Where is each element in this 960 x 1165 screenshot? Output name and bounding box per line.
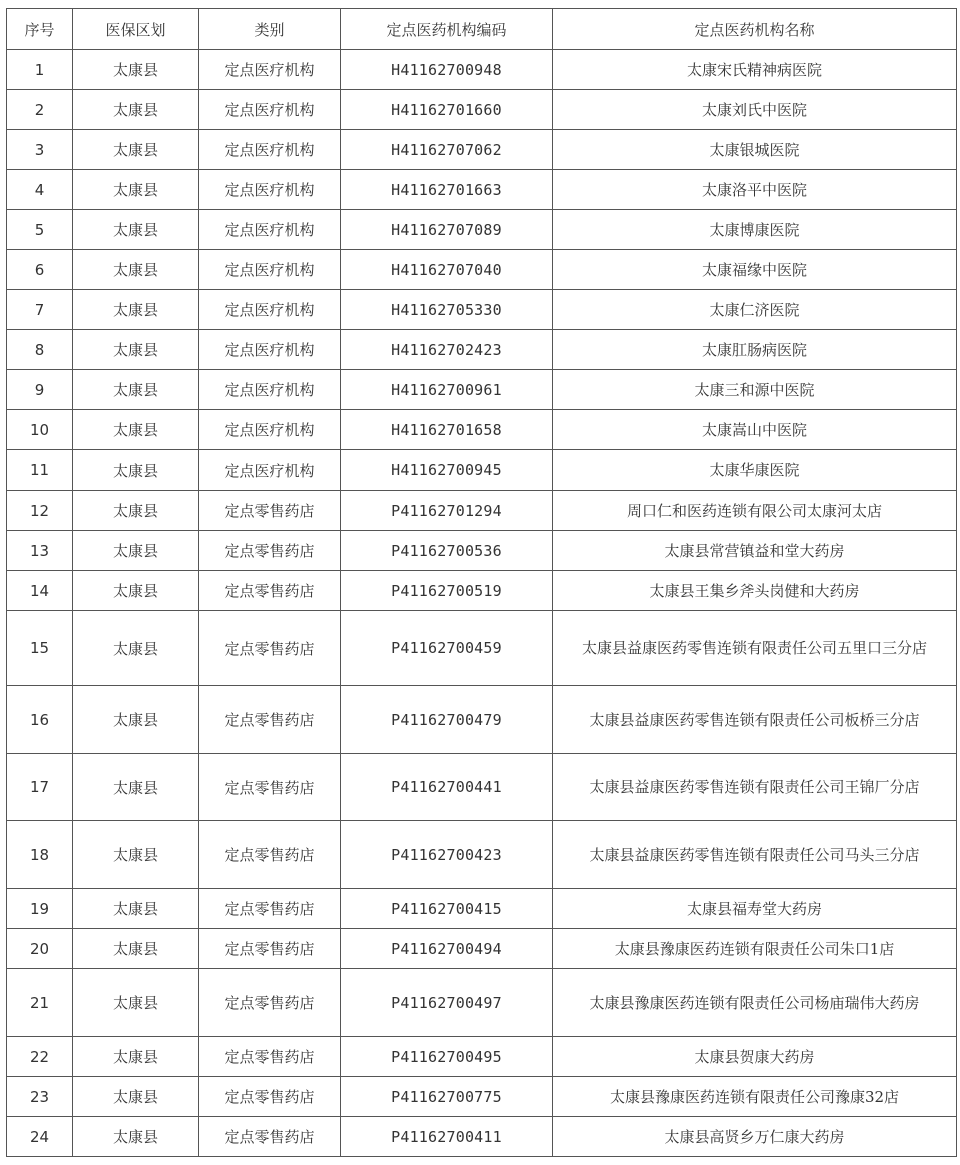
cell-index: 14 [7, 571, 73, 611]
cell-code: P41162700497 [341, 969, 553, 1037]
cell-category: 定点零售药店 [199, 1077, 341, 1117]
cell-region: 太康县 [73, 250, 199, 290]
cell-index: 20 [7, 929, 73, 969]
cell-index: 4 [7, 170, 73, 210]
cell-code: H41162700945 [341, 450, 553, 491]
cell-region: 太康县 [73, 410, 199, 450]
table-row [7, 1077, 957, 1117]
cell-name: 太康福缘中医院 [553, 250, 957, 290]
cell-code: P41162700495 [341, 1037, 553, 1077]
cell-region: 太康县 [73, 1077, 199, 1117]
cell-name: 太康县益康医药零售连锁有限责任公司马头三分店 [553, 821, 957, 889]
cell-region: 太康县 [73, 290, 199, 330]
cell-index: 24 [7, 1117, 73, 1157]
cell-category: 定点零售药店 [199, 754, 341, 821]
table-row [7, 754, 957, 821]
cell-region: 太康县 [73, 1117, 199, 1157]
table-row [7, 50, 957, 90]
cell-category: 定点零售药店 [199, 1037, 341, 1077]
cell-index: 1 [7, 50, 73, 90]
table-row [7, 1117, 957, 1157]
cell-code: P41162700411 [341, 1117, 553, 1157]
cell-name: 太康博康医院 [553, 210, 957, 250]
cell-name: 太康洛平中医院 [553, 170, 957, 210]
cell-name: 太康县豫康医药连锁有限责任公司朱口1店 [553, 929, 957, 969]
cell-index: 17 [7, 754, 73, 821]
cell-index: 21 [7, 969, 73, 1037]
cell-code: P41162700775 [341, 1077, 553, 1117]
cell-index: 10 [7, 410, 73, 450]
cell-region: 太康县 [73, 210, 199, 250]
cell-name: 太康县贺康大药房 [553, 1037, 957, 1077]
cell-name: 太康银城医院 [553, 130, 957, 170]
cell-region: 太康县 [73, 929, 199, 969]
cell-name: 太康县高贤乡万仁康大药房 [553, 1117, 957, 1157]
cell-code: H41162707089 [341, 210, 553, 250]
cell-region: 太康县 [73, 370, 199, 410]
cell-region: 太康县 [73, 969, 199, 1037]
cell-code: P41162700415 [341, 889, 553, 929]
cell-category: 定点医疗机构 [199, 370, 341, 410]
cell-category: 定点零售药店 [199, 611, 341, 686]
cell-code: P41162700536 [341, 531, 553, 571]
cell-code: P41162700459 [341, 611, 553, 686]
cell-name: 太康县益康医药零售连锁有限责任公司板桥三分店 [553, 686, 957, 754]
cell-region: 太康县 [73, 491, 199, 531]
cell-category: 定点零售药店 [199, 491, 341, 531]
cell-category: 定点零售药店 [199, 969, 341, 1037]
cell-region: 太康县 [73, 130, 199, 170]
cell-index: 9 [7, 370, 73, 410]
cell-region: 太康县 [73, 821, 199, 889]
table-row [7, 571, 957, 611]
cell-category: 定点医疗机构 [199, 290, 341, 330]
cell-index: 6 [7, 250, 73, 290]
cell-category: 定点医疗机构 [199, 330, 341, 370]
cell-code: H41162700948 [341, 50, 553, 90]
cell-code: H41162707062 [341, 130, 553, 170]
cell-code: H41162701660 [341, 90, 553, 130]
cell-category: 定点零售药店 [199, 1117, 341, 1157]
cell-region: 太康县 [73, 531, 199, 571]
cell-code: P41162700441 [341, 754, 553, 821]
cell-category: 定点零售药店 [199, 889, 341, 929]
cell-name: 太康县福寿堂大药房 [553, 889, 957, 929]
cell-category: 定点医疗机构 [199, 410, 341, 450]
header-code: 定点医药机构编码 [341, 9, 553, 50]
table-row [7, 210, 957, 250]
cell-region: 太康县 [73, 330, 199, 370]
table-row [7, 250, 957, 290]
cell-category: 定点零售药店 [199, 571, 341, 611]
cell-code: P41162700479 [341, 686, 553, 754]
cell-category: 定点医疗机构 [199, 250, 341, 290]
cell-code: P41162701294 [341, 491, 553, 531]
cell-category: 定点零售药店 [199, 686, 341, 754]
header-category: 类别 [199, 9, 341, 50]
cell-name: 太康县豫康医药连锁有限责任公司豫康32店 [553, 1077, 957, 1117]
cell-name: 太康县常营镇益和堂大药房 [553, 531, 957, 571]
cell-code: P41162700519 [341, 571, 553, 611]
cell-index: 16 [7, 686, 73, 754]
cell-index: 18 [7, 821, 73, 889]
cell-index: 12 [7, 491, 73, 531]
cell-index: 19 [7, 889, 73, 929]
cell-region: 太康县 [73, 450, 199, 491]
table-row [7, 969, 957, 1037]
cell-code: H41162701663 [341, 170, 553, 210]
table-row [7, 611, 957, 686]
cell-index: 11 [7, 450, 73, 491]
cell-region: 太康县 [73, 754, 199, 821]
institution-table [6, 8, 957, 1157]
header-region: 医保区划 [73, 9, 199, 50]
table-row [7, 531, 957, 571]
cell-code: H41162705330 [341, 290, 553, 330]
cell-region: 太康县 [73, 90, 199, 130]
cell-index: 15 [7, 611, 73, 686]
cell-region: 太康县 [73, 50, 199, 90]
cell-name: 太康华康医院 [553, 450, 957, 491]
table-row [7, 686, 957, 754]
header-row [7, 9, 957, 50]
cell-region: 太康县 [73, 611, 199, 686]
cell-category: 定点医疗机构 [199, 170, 341, 210]
cell-region: 太康县 [73, 686, 199, 754]
cell-name: 太康宋氏精神病医院 [553, 50, 957, 90]
cell-name: 太康县益康医药零售连锁有限责任公司五里口三分店 [553, 611, 957, 686]
cell-index: 8 [7, 330, 73, 370]
cell-name: 太康刘氏中医院 [553, 90, 957, 130]
cell-code: H41162702423 [341, 330, 553, 370]
cell-name: 周口仁和医药连锁有限公司太康河太店 [553, 491, 957, 531]
cell-index: 23 [7, 1077, 73, 1117]
table-row [7, 889, 957, 929]
cell-code: H41162707040 [341, 250, 553, 290]
table-row [7, 929, 957, 969]
cell-code: P41162700423 [341, 821, 553, 889]
cell-region: 太康县 [73, 571, 199, 611]
table-row [7, 491, 957, 531]
header-index: 序号 [7, 9, 73, 50]
table-row [7, 821, 957, 889]
cell-name: 太康县王集乡斧头岗健和大药房 [553, 571, 957, 611]
cell-category: 定点医疗机构 [199, 130, 341, 170]
cell-region: 太康县 [73, 170, 199, 210]
cell-category: 定点零售药店 [199, 821, 341, 889]
cell-index: 13 [7, 531, 73, 571]
cell-index: 7 [7, 290, 73, 330]
cell-index: 2 [7, 90, 73, 130]
table-row [7, 1037, 957, 1077]
table-row [7, 450, 957, 491]
cell-region: 太康县 [73, 1037, 199, 1077]
cell-name: 太康肛肠病医院 [553, 330, 957, 370]
cell-category: 定点医疗机构 [199, 50, 341, 90]
cell-code: H41162700961 [341, 370, 553, 410]
cell-name: 太康县益康医药零售连锁有限责任公司王锦厂分店 [553, 754, 957, 821]
header-name: 定点医药机构名称 [553, 9, 957, 50]
cell-category: 定点零售药店 [199, 531, 341, 571]
cell-index: 22 [7, 1037, 73, 1077]
cell-index: 3 [7, 130, 73, 170]
cell-category: 定点零售药店 [199, 929, 341, 969]
table-row [7, 410, 957, 450]
cell-code: P41162700494 [341, 929, 553, 969]
cell-index: 5 [7, 210, 73, 250]
cell-region: 太康县 [73, 889, 199, 929]
table-row [7, 290, 957, 330]
cell-category: 定点医疗机构 [199, 450, 341, 491]
table-row [7, 170, 957, 210]
cell-name: 太康仁济医院 [553, 290, 957, 330]
cell-name: 太康嵩山中医院 [553, 410, 957, 450]
cell-name: 太康县豫康医药连锁有限责任公司杨庙瑞伟大药房 [553, 969, 957, 1037]
cell-category: 定点医疗机构 [199, 90, 341, 130]
cell-code: H41162701658 [341, 410, 553, 450]
table-row [7, 330, 957, 370]
table-row [7, 370, 957, 410]
table-row [7, 90, 957, 130]
table-row [7, 130, 957, 170]
cell-name: 太康三和源中医院 [553, 370, 957, 410]
cell-category: 定点医疗机构 [199, 210, 341, 250]
